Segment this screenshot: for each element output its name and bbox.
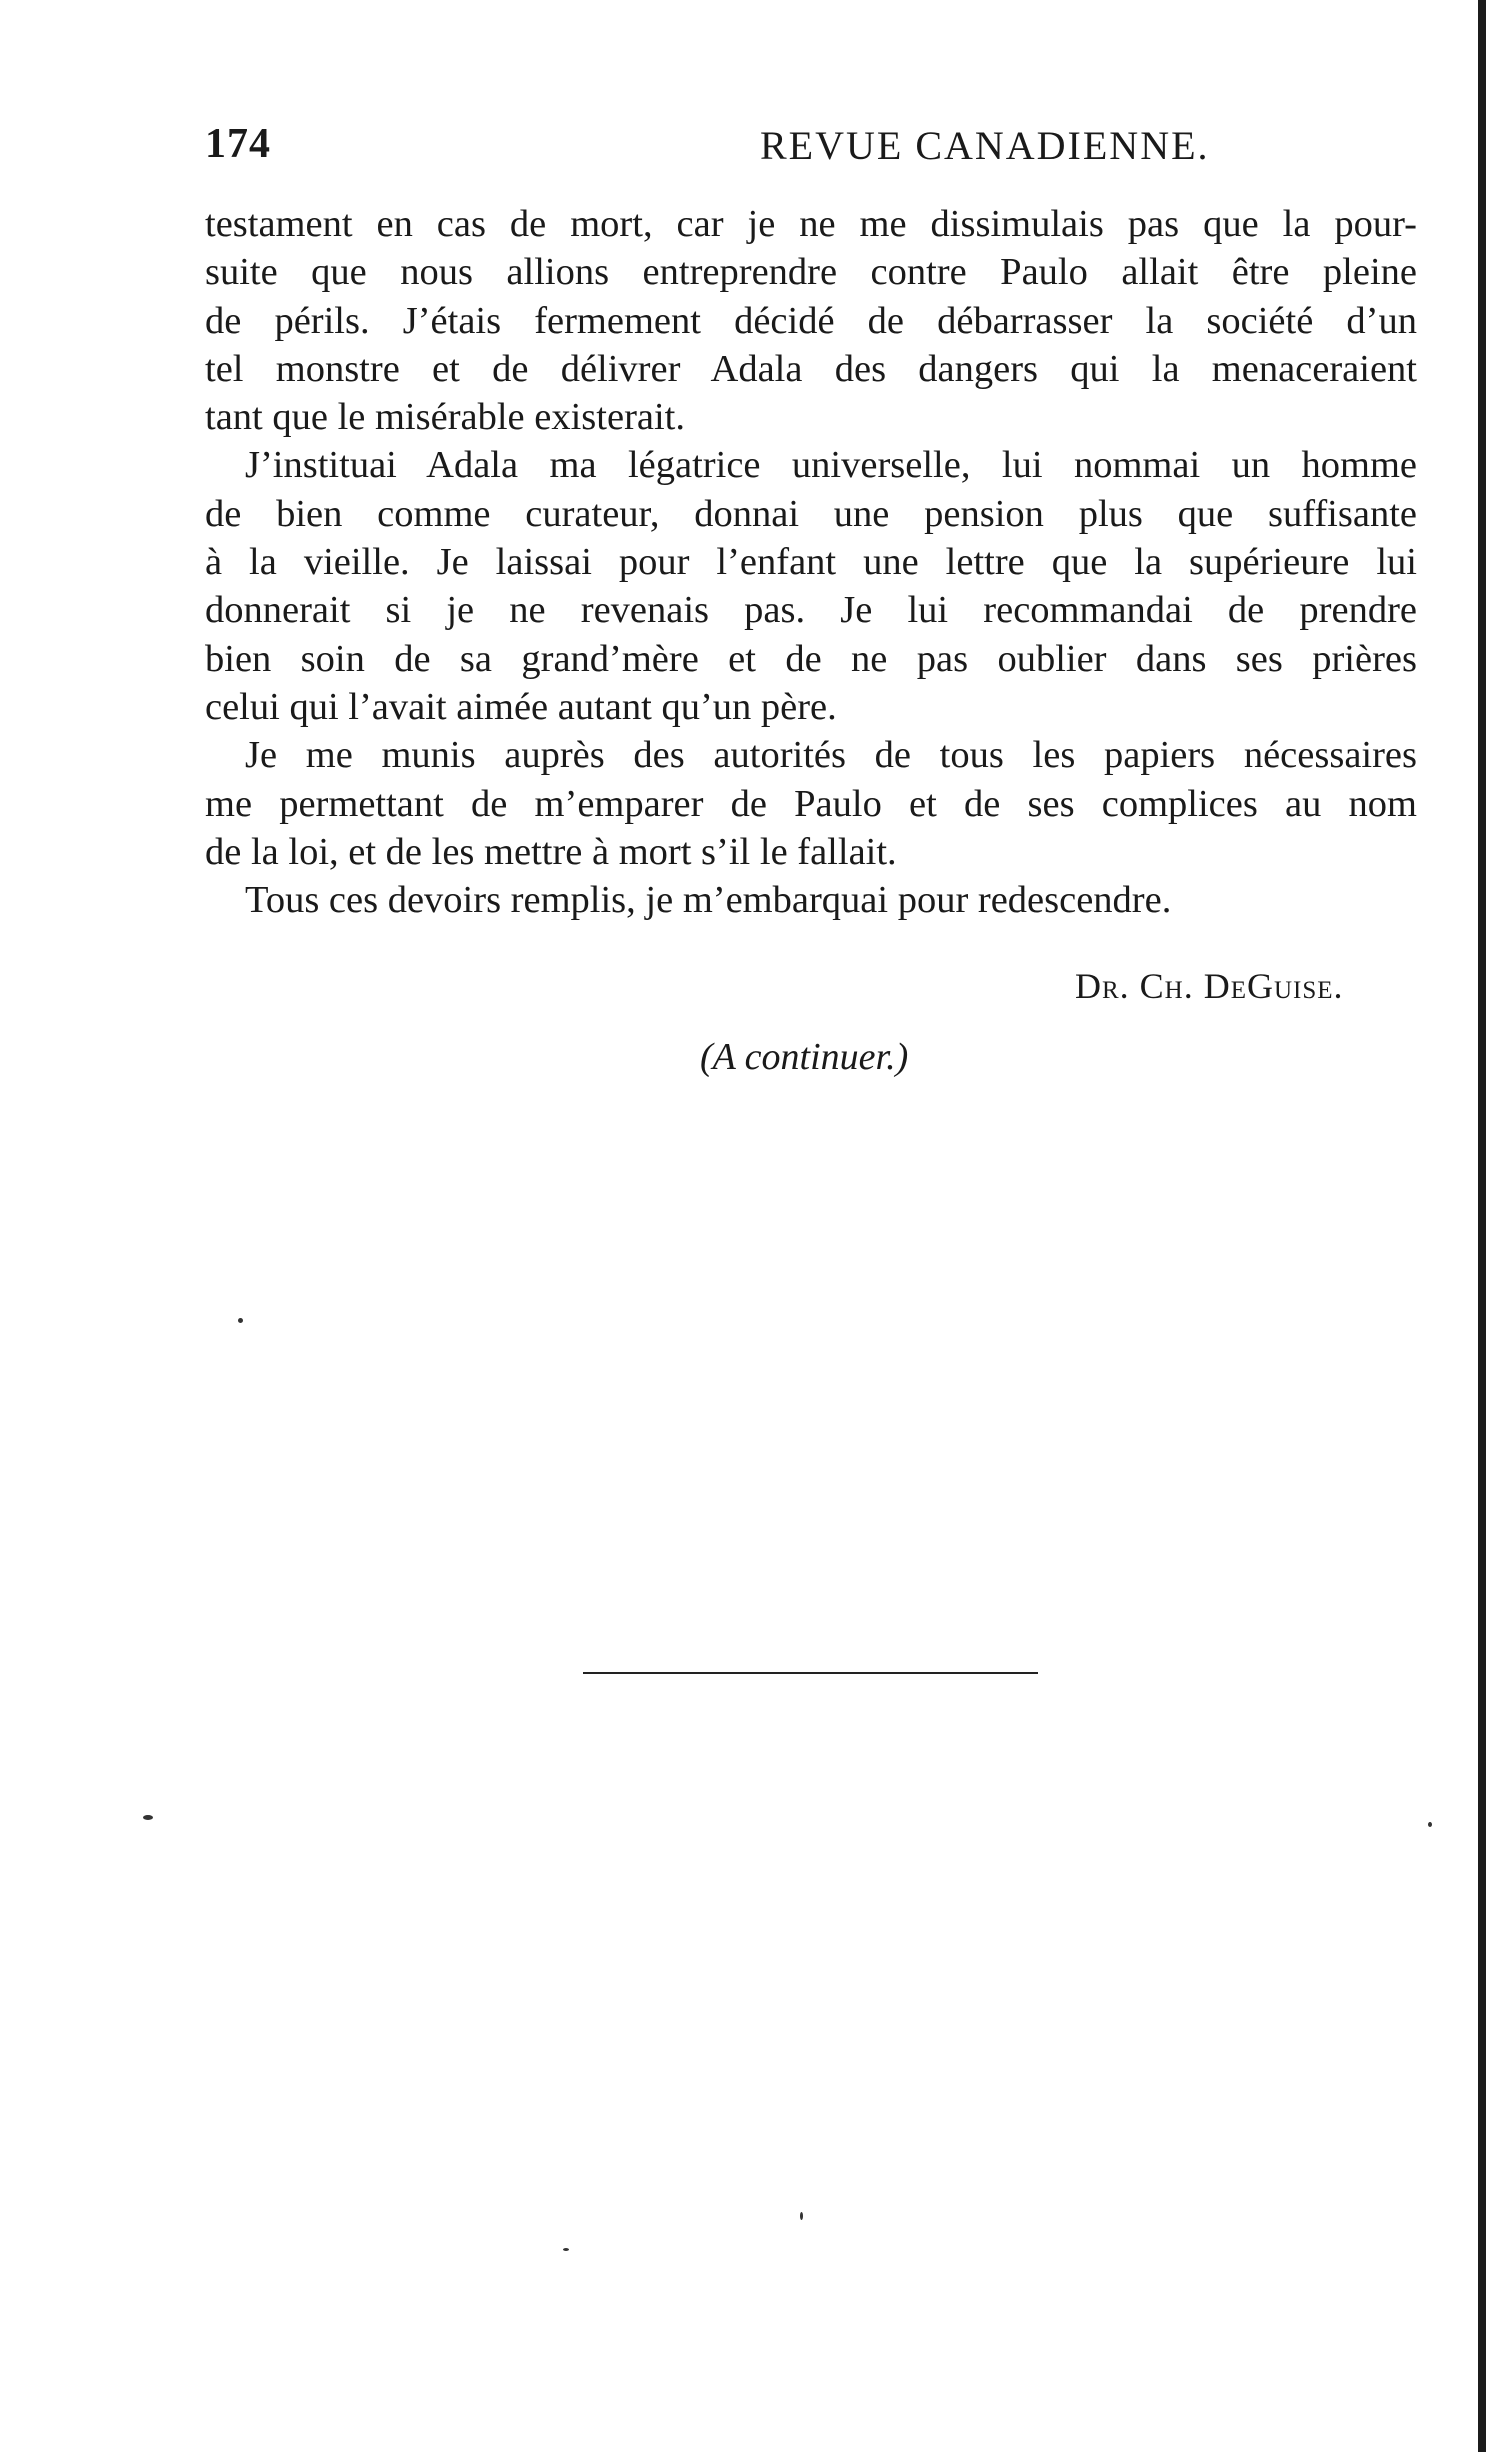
running-header	[205, 120, 1385, 180]
text-line: J’instituai Adala ma légatrice universelle, lui nommai un homme	[245, 444, 1417, 487]
text-line: testament en cas de mort, car je ne me dissimulais pas que la pour-	[205, 203, 1417, 245]
text-line: de bien comme curateur, donnai une pension plus que suffisante	[205, 492, 1417, 535]
scan-speck	[238, 1318, 243, 1323]
scan-speck	[143, 1815, 153, 1820]
continued-note: (A continuer.)	[700, 1036, 909, 1078]
paragraph-2	[205, 441, 1417, 731]
page-edge-border	[1478, 0, 1486, 2452]
text-line: celui qui l’avait aimée autant qu’un père.	[205, 685, 837, 728]
author-signature: Dr. Ch. DeGuise.	[1075, 966, 1344, 1006]
scan-speck	[563, 2248, 569, 2251]
paragraph-3	[205, 731, 1417, 876]
page-number: 174	[205, 121, 271, 167]
paragraph-4	[205, 876, 1417, 924]
text-line: Je me munis auprès des autorités de tous les papiers nécessaires	[245, 734, 1417, 777]
scan-speck	[1428, 1822, 1432, 1827]
text-line: de la loi, et de les mettre à mort s’il le fallait.	[205, 830, 897, 873]
text-line: tant que le misérable existerait.	[205, 396, 685, 439]
text-line: donnerait si je ne revenais pas. Je lui recommandai de prendre	[205, 589, 1417, 632]
text-line: tel monstre et de délivrer Adala des dangers qui la menaceraient	[205, 347, 1417, 390]
section-separator-rule	[583, 1672, 1038, 1674]
text-line: me permettant de m’emparer de Paulo et de ses complices au nom	[205, 782, 1417, 825]
text-line: à la vieille. Je laissai pour l’enfant une lettre que la supérieure lui	[205, 541, 1417, 584]
article-body	[205, 200, 1417, 924]
text-line: Tous ces devoirs remplis, je m’embarquai pour redescendre.	[245, 879, 1172, 922]
text-line: de périls. J’étais fermement décidé de débarrasser la société d’un	[205, 299, 1417, 342]
scan-speck	[800, 2212, 803, 2220]
paragraph-1	[205, 200, 1417, 441]
text-line: suite que nous allions entreprendre contre Paulo allait être pleine	[205, 251, 1417, 294]
text-line: bien soin de sa grand’mère et de ne pas oublier dans ses prières	[205, 637, 1417, 680]
running-title: REVUE CANADIENNE.	[760, 123, 1210, 168]
